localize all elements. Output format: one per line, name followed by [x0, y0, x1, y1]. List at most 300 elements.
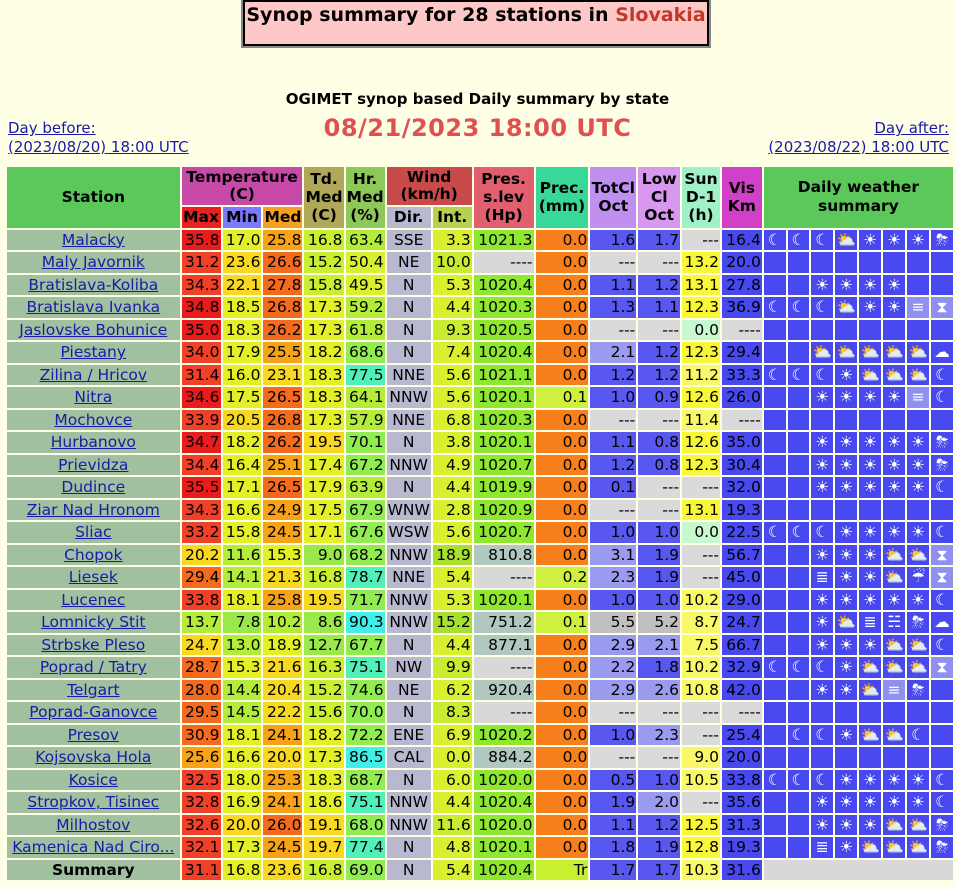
wind-dir-cell: NNE [387, 410, 431, 431]
station-cell [7, 657, 180, 678]
med-temp-cell: 20.0 [263, 747, 302, 768]
max-temp-cell: 25.6 [182, 747, 221, 768]
suncloud-icon: ⛅ [884, 635, 904, 654]
synop-table [5, 165, 955, 882]
wind-int-cell: 11.6 [433, 815, 472, 836]
station-cell [7, 275, 180, 296]
med-temp-cell: 24.1 [263, 725, 302, 746]
total-cloud-cell: 3.1 [590, 545, 636, 566]
station-cell [7, 545, 180, 566]
wind-int-cell: 4.4 [433, 635, 472, 656]
empty-weather-slot [764, 590, 786, 611]
suncloud-icon: ⛅ [908, 343, 928, 362]
low-cloud-cell: 0.8 [638, 455, 680, 476]
empty-weather-slot [931, 680, 953, 701]
pressure-cell: 1020.5 [474, 320, 534, 341]
suncloud-icon: ⛅ [836, 298, 856, 317]
station-link[interactable]: Maly Javornik [41, 253, 145, 272]
header-totcl: TotCl Oct [590, 167, 636, 228]
station-cell [7, 320, 180, 341]
station-link[interactable]: Bratislava Ivanka [26, 298, 161, 317]
station-cell [7, 792, 180, 813]
station-link[interactable]: Hurbanovo [50, 433, 136, 452]
summary-sun-cell: 10.3 [682, 860, 720, 881]
low-cloud-cell: --- [638, 252, 680, 273]
precip-cell: 0.0 [536, 477, 589, 498]
total-cloud-cell: --- [590, 500, 636, 521]
dewpoint-cell: 18.2 [304, 725, 343, 746]
empty-weather-slot [764, 500, 786, 521]
station-link[interactable]: Strbske Pleso [41, 635, 146, 654]
sun-icon: ☀ [835, 275, 857, 296]
med-temp-cell: 18.9 [263, 635, 302, 656]
suncloud-icon: ⛅ [836, 613, 856, 632]
low-cloud-cell: 1.2 [638, 365, 680, 386]
precip-cell: 0.0 [536, 837, 589, 858]
empty-weather-slot [764, 477, 786, 498]
moon-icon: ☾ [788, 725, 810, 746]
station-link[interactable]: Ziar Nad Hronom [26, 500, 160, 519]
sun-icon: ☀ [811, 387, 833, 408]
empty-weather-slot [907, 500, 929, 521]
max-temp-cell: 33.9 [182, 410, 221, 431]
empty-weather-slot [788, 702, 810, 723]
total-cloud-cell: 1.0 [590, 590, 636, 611]
low-cloud-cell: --- [638, 702, 680, 723]
moon-icon: ☾ [811, 297, 833, 318]
sun-icon: ☀ [835, 455, 857, 476]
min-temp-cell: 18.2 [223, 432, 262, 453]
summary-min-cell: 16.8 [223, 860, 262, 881]
precip-cell: 0.0 [536, 635, 589, 656]
empty-weather-slot [788, 477, 810, 498]
empty-weather-slot [788, 837, 810, 858]
header-wind: Wind (km/h) [387, 167, 472, 205]
max-temp-cell: 34.8 [182, 297, 221, 318]
sun-icon: ☀ [907, 792, 929, 813]
sun-icon: ☀ [811, 275, 833, 296]
low-cloud-cell: 1.0 [638, 590, 680, 611]
visibility-cell: 33.3 [722, 365, 762, 386]
suncloud-icon: ⛅ [860, 725, 880, 744]
min-temp-cell: 16.9 [223, 792, 262, 813]
station-link[interactable]: Sliac [75, 523, 112, 542]
dewpoint-cell: 15.8 [304, 275, 343, 296]
table-row [7, 252, 953, 273]
thunder-icon: ⛈ [931, 815, 953, 836]
sun-icon: ☀ [859, 275, 881, 296]
pressure-cell: 877.1 [474, 635, 534, 656]
empty-weather-slot [788, 590, 810, 611]
sun-icon: ☀ [907, 432, 929, 453]
table-row [7, 567, 953, 588]
sun-icon: ☀ [835, 770, 857, 791]
low-cloud-cell: 1.8 [638, 657, 680, 678]
station-link[interactable]: Dudince [61, 478, 126, 497]
empty-weather-slot [859, 410, 881, 431]
sun-icon: ☀ [859, 455, 881, 476]
total-cloud-cell: 1.9 [590, 792, 636, 813]
total-cloud-cell: 1.0 [590, 387, 636, 408]
visibility-cell: 32.0 [722, 477, 762, 498]
empty-weather-slot [788, 747, 810, 768]
dewpoint-cell: 19.1 [304, 815, 343, 836]
table-row [7, 387, 953, 408]
sun-icon: ☀ [835, 837, 857, 858]
min-temp-cell: 17.0 [223, 230, 262, 251]
total-cloud-cell: 1.8 [590, 837, 636, 858]
day-after-label[interactable]: Day after: [874, 119, 949, 137]
min-temp-cell: 16.4 [223, 455, 262, 476]
station-link[interactable]: Piestany [60, 343, 127, 362]
day-before-label[interactable]: Day before: [8, 119, 96, 137]
max-temp-cell: 33.2 [182, 522, 221, 543]
station-cell [7, 230, 180, 251]
station-link[interactable]: Poprad-Ganovce [29, 703, 158, 722]
day-after-link[interactable] [768, 119, 949, 157]
visibility-cell: 66.7 [722, 635, 762, 656]
station-link[interactable]: Poprad / Tatry [39, 658, 147, 677]
table-row [7, 680, 953, 701]
station-link[interactable]: Lomnicky Stit [41, 613, 146, 632]
station-link[interactable]: Kosice [68, 770, 118, 789]
moon-icon: ☾ [931, 365, 953, 386]
station-link[interactable]: Jaslovske Bohunice [19, 320, 168, 339]
empty-weather-slot [764, 837, 786, 858]
visibility-cell: 56.7 [722, 545, 762, 566]
wind-dir-cell: NNW [387, 545, 431, 566]
station-link[interactable]: Prievidza [58, 455, 129, 474]
total-cloud-cell: 1.1 [590, 815, 636, 836]
sun-icon: ☀ [883, 590, 905, 611]
dewpoint-cell: 8.6 [304, 612, 343, 633]
dewpoint-cell: 18.3 [304, 770, 343, 791]
wind-int-cell: 6.9 [433, 725, 472, 746]
precip-cell: 0.1 [536, 612, 589, 633]
dewpoint-cell: 16.3 [304, 657, 343, 678]
min-temp-cell: 16.6 [223, 747, 262, 768]
dewpoint-cell: 19.5 [304, 590, 343, 611]
visibility-cell: 45.0 [722, 567, 762, 588]
hourglass-icon: ⧗ [931, 545, 953, 566]
wind-dir-cell: WSW [388, 523, 429, 542]
suncloud-icon: ⛅ [908, 365, 928, 384]
thunder-icon: ⛈ [907, 680, 929, 701]
humidity-cell: 57.9 [346, 410, 385, 431]
sunshine-cell: 10.2 [682, 657, 720, 678]
med-temp-cell: 26.2 [263, 432, 302, 453]
wind-dir-cell: NNW [387, 815, 431, 836]
wind-int-cell: 6.8 [433, 410, 472, 431]
thunder-icon: ⛈ [931, 455, 953, 476]
sun-icon: ☀ [907, 770, 929, 791]
sun-icon: ☀ [835, 567, 857, 588]
day-after-date[interactable]: (2023/08/22) 18:00 UTC [768, 138, 949, 156]
day-before-date[interactable]: (2023/08/20) 18:00 UTC [8, 138, 189, 156]
suncloud-icon: ⛅ [860, 343, 880, 362]
precip-cell: 0.0 [536, 815, 589, 836]
min-temp-cell: 17.3 [223, 837, 262, 858]
moon-icon: ☾ [788, 770, 810, 791]
min-temp-cell: 18.1 [223, 590, 262, 611]
visibility-cell: 25.4 [722, 725, 762, 746]
humidity-cell: 59.2 [346, 297, 385, 318]
hourglass-icon: ⧗ [931, 567, 953, 588]
total-cloud-cell: 2.9 [590, 680, 636, 701]
empty-weather-slot [788, 500, 810, 521]
total-cloud-cell: --- [590, 320, 636, 341]
pressure-cell: 1020.0 [474, 770, 534, 791]
summary-vis-cell: 31.6 [722, 860, 762, 881]
table-row [7, 612, 953, 633]
wind-dir-cell: NNE [387, 365, 431, 386]
station-cell [7, 410, 180, 431]
day-before-link[interactable] [8, 119, 189, 157]
moon-icon: ☾ [764, 297, 786, 318]
empty-weather-slot [788, 680, 810, 701]
empty-weather-slot [764, 275, 786, 296]
table-row [7, 455, 953, 476]
sunshine-cell: 13.1 [682, 275, 720, 296]
low-cloud-cell: 1.1 [638, 297, 680, 318]
empty-weather-slot [883, 747, 905, 768]
max-temp-cell: 33.8 [182, 590, 221, 611]
low-cloud-cell: 1.9 [638, 545, 680, 566]
table-row [7, 320, 953, 341]
empty-weather-slot [931, 725, 953, 746]
total-cloud-cell: --- [590, 252, 636, 273]
sun-icon: ☀ [859, 387, 881, 408]
station-link[interactable]: Telgart [67, 680, 120, 699]
med-temp-cell: 24.5 [263, 522, 302, 543]
wind-int-cell: 7.4 [433, 342, 472, 363]
min-temp-cell: 17.9 [223, 342, 262, 363]
suncloud-icon: ⛅ [860, 365, 880, 384]
visibility-cell: 24.7 [722, 612, 762, 633]
station-link[interactable]: Zilina / Hricov [39, 365, 148, 384]
station-link[interactable]: Presov [67, 725, 119, 744]
station-cell [7, 815, 180, 836]
station-link[interactable]: Stropkov, Tisinec [27, 793, 160, 812]
dewpoint-cell: 17.9 [304, 477, 343, 498]
med-temp-cell: 23.1 [263, 365, 302, 386]
station-link[interactable]: Liesek [68, 568, 118, 587]
empty-weather-slot [788, 612, 810, 633]
pressure-cell: 1020.2 [474, 725, 534, 746]
visibility-cell: 31.3 [722, 815, 762, 836]
wind-int-cell: 15.2 [433, 612, 472, 633]
humidity-cell: 68.0 [346, 815, 385, 836]
dewpoint-cell: 15.2 [304, 252, 343, 273]
station-link[interactable]: Milhostov [56, 815, 131, 834]
suncloud-icon: ⛅ [860, 838, 880, 857]
dewpoint-cell: 15.6 [304, 702, 343, 723]
precip-cell: 0.2 [536, 567, 589, 588]
med-temp-cell: 26.8 [263, 297, 302, 318]
min-temp-cell: 20.0 [223, 815, 262, 836]
sun-icon: ☀ [835, 792, 857, 813]
sunshine-cell: 10.8 [682, 680, 720, 701]
min-temp-cell: 7.8 [223, 612, 262, 633]
visibility-cell: 19.3 [722, 500, 762, 521]
empty-weather-slot [811, 747, 833, 768]
empty-weather-slot [764, 455, 786, 476]
empty-weather-slot [883, 320, 905, 341]
sun-icon: ☀ [811, 792, 833, 813]
empty-weather-slot [907, 252, 929, 273]
humidity-cell: 75.1 [346, 657, 385, 678]
station-link[interactable]: Nitra [74, 388, 113, 407]
total-cloud-cell: 0.1 [590, 477, 636, 498]
station-cell [7, 342, 180, 363]
visibility-cell: 16.4 [722, 230, 762, 251]
sun-icon: ☀ [811, 680, 833, 701]
summary-low-cell: 1.7 [638, 860, 680, 881]
sunshine-cell: 8.7 [682, 612, 720, 633]
med-temp-cell: 24.1 [263, 792, 302, 813]
pressure-cell: 1021.1 [474, 365, 534, 386]
wind-dir-cell: NNW [387, 387, 431, 408]
empty-weather-slot [811, 320, 833, 341]
wind-dir-cell: N [387, 432, 431, 453]
station-link[interactable]: Kojsovska Hola [35, 748, 152, 767]
med-temp-cell: 26.0 [263, 815, 302, 836]
dewpoint-cell: 18.6 [304, 792, 343, 813]
humidity-cell: 74.6 [346, 680, 385, 701]
fog-icon: ≣ [859, 612, 881, 633]
precip-cell: 0.0 [536, 522, 589, 543]
visibility-cell: 42.0 [722, 680, 762, 701]
empty-weather-slot [859, 702, 881, 723]
empty-weather-slot [764, 702, 786, 723]
wind-dir-cell: SSE [387, 230, 431, 251]
precip-cell: 0.0 [536, 297, 589, 318]
station-cell [7, 432, 180, 453]
humidity-cell: 75.1 [346, 792, 385, 813]
table-row [7, 747, 953, 768]
sun-icon: ☀ [883, 522, 905, 543]
pressure-cell: 1020.4 [474, 275, 534, 296]
station-cell [7, 567, 180, 588]
max-temp-cell: 32.8 [182, 792, 221, 813]
low-cloud-cell: 2.0 [638, 792, 680, 813]
visibility-cell: 20.0 [722, 747, 762, 768]
total-cloud-cell: 1.6 [590, 230, 636, 251]
table-row [7, 635, 953, 656]
cloud-icon: ☁ [931, 612, 953, 633]
empty-weather-slot [931, 320, 953, 341]
moon-icon: ☾ [931, 477, 953, 498]
wind-int-cell: 6.0 [433, 770, 472, 791]
precip-cell: 0.0 [536, 590, 589, 611]
visibility-cell: 35.6 [722, 792, 762, 813]
med-temp-cell: 25.3 [263, 770, 302, 791]
pressure-cell: 1020.7 [474, 455, 534, 476]
wind-dir-cell: N [387, 635, 431, 656]
empty-weather-slot [811, 410, 833, 431]
dewpoint-cell: 17.5 [304, 500, 343, 521]
empty-weather-slot [883, 500, 905, 521]
total-cloud-cell: 1.1 [590, 432, 636, 453]
moon-icon: ☾ [764, 770, 786, 791]
precip-cell: 0.0 [536, 230, 589, 251]
min-temp-cell: 16.0 [223, 365, 262, 386]
dewpoint-cell: 12.7 [304, 635, 343, 656]
min-temp-cell: 16.6 [223, 500, 262, 521]
table-row [7, 702, 953, 723]
wind-dir-cell: N [387, 342, 431, 363]
pressure-cell: 810.8 [474, 545, 534, 566]
sun-icon: ☀ [859, 297, 881, 318]
dewpoint-cell: 9.0 [304, 545, 343, 566]
station-link[interactable]: Bratislava-Koliba [28, 275, 159, 294]
visibility-cell: 19.3 [722, 837, 762, 858]
wind-dir-cell: NNW [387, 590, 431, 611]
sun-icon: ☀ [835, 680, 857, 701]
sunshine-cell: 12.3 [682, 342, 720, 363]
sun-icon: ☀ [883, 387, 905, 408]
max-temp-cell: 30.9 [182, 725, 221, 746]
page-title-prefix: Synop summary for 28 stations in [246, 4, 616, 26]
sunshine-cell: --- [682, 545, 720, 566]
low-cloud-cell: --- [638, 477, 680, 498]
station-cell [7, 680, 180, 701]
low-cloud-cell: 0.8 [638, 432, 680, 453]
pressure-cell: 1020.3 [474, 297, 534, 318]
empty-weather-slot [835, 500, 857, 521]
moon-icon: ☾ [931, 387, 953, 408]
moon-icon: ☾ [931, 590, 953, 611]
max-temp-cell: 24.7 [182, 635, 221, 656]
station-link[interactable]: Lucenec [61, 590, 126, 609]
total-cloud-cell: 0.5 [590, 770, 636, 791]
pressure-cell: ---- [474, 252, 534, 273]
empty-weather-slot [907, 702, 929, 723]
low-cloud-cell: --- [638, 320, 680, 341]
suncloud-icon: ⛅ [884, 343, 904, 362]
summary-td-cell: 16.8 [304, 860, 343, 881]
total-cloud-cell: 5.5 [590, 612, 636, 633]
max-temp-cell: 34.0 [182, 342, 221, 363]
station-link[interactable]: Chopok [64, 545, 123, 564]
header-max: Max [183, 208, 220, 227]
max-temp-cell: 34.7 [182, 432, 221, 453]
humidity-cell: 64.1 [346, 387, 385, 408]
header-station: Station [7, 167, 180, 228]
max-temp-cell: 34.6 [182, 387, 221, 408]
header-int: Int. [433, 207, 472, 228]
sun-icon: ☀ [859, 432, 881, 453]
empty-weather-slot [788, 387, 810, 408]
suncloud-icon: ⛅ [860, 680, 880, 699]
station-cell [7, 747, 180, 768]
sun-icon: ☀ [859, 522, 881, 543]
station-link[interactable]: Malacky [61, 230, 125, 249]
precip-cell: 0.0 [536, 747, 589, 768]
dewpoint-cell: 19.5 [304, 432, 343, 453]
thunder-icon: ⛈ [931, 230, 953, 251]
station-link[interactable]: Kamenica Nad Ciro... [12, 838, 175, 857]
station-link[interactable]: Mochovce [54, 410, 133, 429]
total-cloud-cell: --- [590, 702, 636, 723]
suncloud-icon: ⛅ [836, 343, 856, 362]
humidity-cell: 78.7 [346, 567, 385, 588]
empty-weather-slot [788, 815, 810, 836]
empty-weather-slot [931, 275, 953, 296]
header-med: Med [264, 208, 302, 227]
sun-icon: ☀ [835, 477, 857, 498]
precip-cell: 0.0 [536, 365, 589, 386]
